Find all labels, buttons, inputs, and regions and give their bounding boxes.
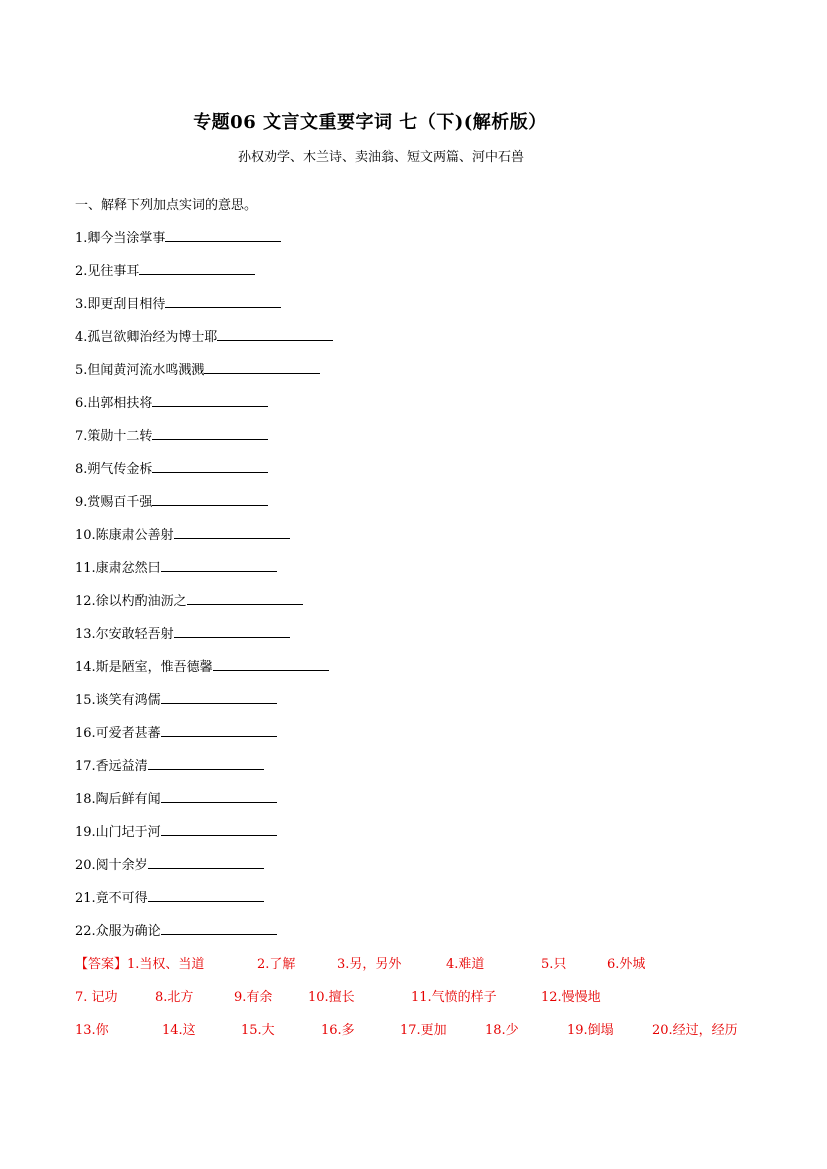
question-text: 18.陶后鲜有闻 <box>75 792 161 807</box>
answer-blank <box>213 656 329 671</box>
question-item <box>75 458 333 491</box>
answer-item: 20.经过，经历 <box>652 1023 738 1038</box>
answer-item: 12.慢慢地 <box>541 990 601 1005</box>
question-item <box>75 788 333 821</box>
answer-blank <box>161 821 277 836</box>
question-item <box>75 260 333 293</box>
answer-blank <box>165 293 281 308</box>
question-item <box>75 557 333 590</box>
question-text: 16.可爱者甚蕃 <box>75 726 161 741</box>
answer-blank <box>161 557 277 572</box>
answer-item: 7. 记功 <box>75 990 118 1005</box>
answer-blank <box>165 227 281 242</box>
answer-label: 【答案】1.当权、当道 <box>75 957 205 972</box>
answer-item: 19.倒塌 <box>567 1023 614 1038</box>
answer-item: 8.北方 <box>155 990 194 1005</box>
question-item <box>75 359 333 392</box>
question-text: 10.陈康肃公善射 <box>75 528 174 543</box>
answer-blank <box>152 491 268 506</box>
answer-blank <box>161 722 277 737</box>
question-text: 8.朔气传金柝 <box>75 462 153 477</box>
question-item <box>75 590 333 623</box>
answer-blank <box>204 359 320 374</box>
answer-item: 15.大 <box>241 1023 275 1038</box>
question-item <box>75 326 333 359</box>
question-item <box>75 689 333 722</box>
answer-blank <box>139 260 255 275</box>
answer-item: 11.气愤的样子 <box>411 990 497 1005</box>
answer-blank <box>152 392 268 407</box>
question-item <box>75 722 333 755</box>
question-item <box>75 656 333 689</box>
answer-item: 13.你 <box>75 1023 109 1038</box>
question-text: 15.谈笑有鸿儒 <box>75 693 161 708</box>
answer-item: 5.只 <box>541 957 567 972</box>
question-text: 3.即更刮目相待 <box>75 297 166 312</box>
answer-blank <box>148 854 264 869</box>
question-item <box>75 623 333 656</box>
answer-blank <box>174 524 290 539</box>
answer-blank <box>187 590 303 605</box>
question-item <box>75 293 333 326</box>
page-subtitle: 孙权劝学、木兰诗、卖油翁、短文两篇、河中石兽 <box>237 150 524 165</box>
question-text: 5.但闻黄河流水鸣溅溅 <box>75 363 205 378</box>
answer-row <box>75 988 775 1021</box>
answer-blank <box>148 755 264 770</box>
question-item <box>75 887 333 920</box>
answer-item: 18.少 <box>485 1023 519 1038</box>
answer-item: 2.了解 <box>257 957 296 972</box>
question-text: 7.策勋十二转 <box>75 429 153 444</box>
question-item <box>75 524 333 557</box>
question-item <box>75 755 333 788</box>
page-title: 专题06 文言文重要字词 七（下)(解析版） <box>193 112 547 133</box>
section-heading: 一、解释下列加点实词的意思。 <box>75 198 258 213</box>
question-text: 22.众服为确论 <box>75 924 161 939</box>
answer-blank <box>161 689 277 704</box>
question-item <box>75 392 333 425</box>
question-item <box>75 425 333 458</box>
question-item <box>75 821 333 854</box>
question-text: 13.尔安敢轻吾射 <box>75 627 174 642</box>
question-text: 4.孤岂欲卿治经为博士耶 <box>75 330 218 345</box>
answer-item: 16.多 <box>321 1023 355 1038</box>
answer-item: 14.这 <box>162 1023 196 1038</box>
answer-item: 3.另，另外 <box>337 957 402 972</box>
question-item <box>75 491 333 524</box>
answer-item: 9.有余 <box>234 990 273 1005</box>
question-text: 12.徐以杓酌油沥之 <box>75 594 187 609</box>
answer-blank <box>148 887 264 902</box>
answer-item: 1.当权、当道 <box>127 957 205 972</box>
answer-blank <box>152 458 268 473</box>
question-text: 20.阅十余岁 <box>75 858 148 873</box>
question-text: 17.香远益清 <box>75 759 148 774</box>
answer-blank <box>161 920 277 935</box>
answer-blank <box>174 623 290 638</box>
answer-row <box>75 1021 775 1054</box>
answer-item: 4.难道 <box>446 957 485 972</box>
question-item <box>75 854 333 887</box>
question-item <box>75 920 333 953</box>
answer-item: 6.外城 <box>607 957 646 972</box>
answer-blank <box>161 788 277 803</box>
answer-blank <box>152 425 268 440</box>
question-text: 11.康肃忿然曰 <box>75 561 161 576</box>
question-text: 19.山门圮于河 <box>75 825 161 840</box>
answer-item: 17.更加 <box>400 1023 447 1038</box>
question-text: 2.见往事耳 <box>75 264 140 279</box>
answer-section <box>75 955 775 1054</box>
question-text: 21.竟不可得 <box>75 891 148 906</box>
question-text: 6.出郭相扶将 <box>75 396 153 411</box>
question-text: 14.斯是陋室，惟吾德馨 <box>75 660 213 675</box>
question-item <box>75 227 333 260</box>
question-text: 9.赏赐百千强 <box>75 495 153 510</box>
answer-row <box>75 955 775 988</box>
answer-blank <box>217 326 333 341</box>
question-text: 1.卿今当涂掌事 <box>75 231 166 246</box>
answer-item: 10.擅长 <box>308 990 355 1005</box>
question-list <box>75 227 333 953</box>
